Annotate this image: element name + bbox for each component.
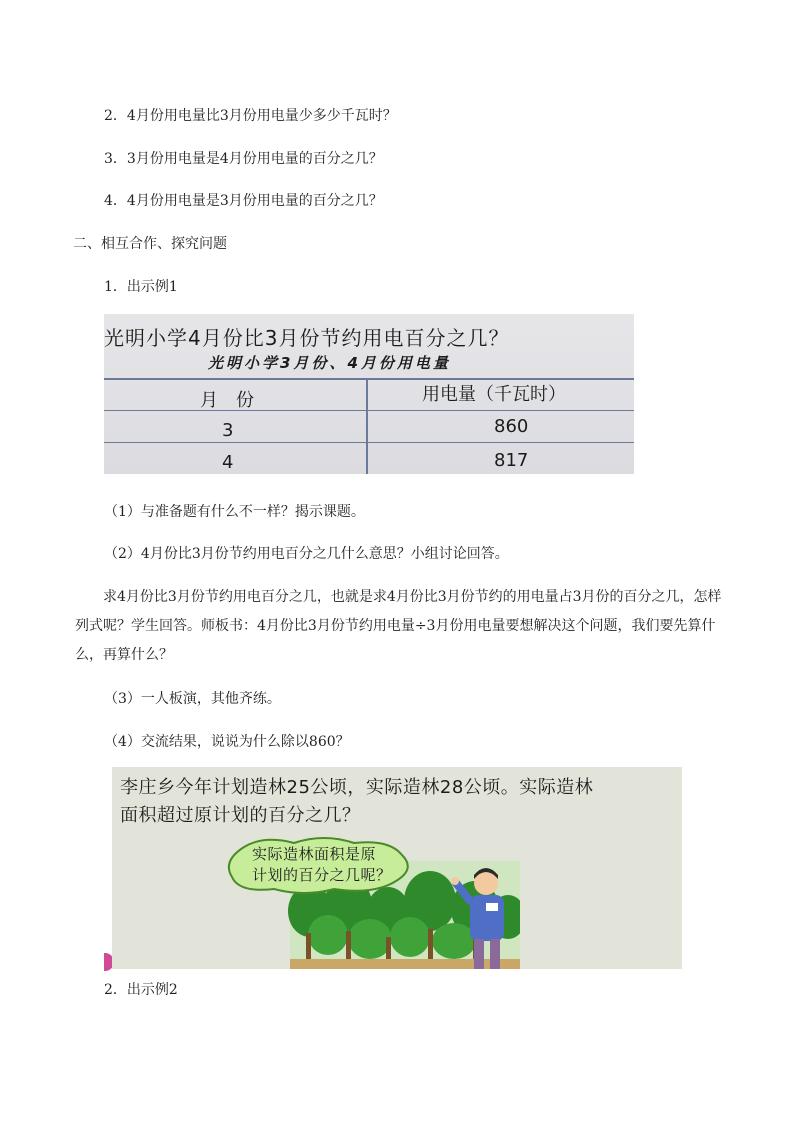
speech-bubble-line-1: 实际造林面积是原	[252, 845, 377, 863]
speech-bubble-line-2: 计划的百分之几呢？	[252, 866, 392, 884]
table-cell-month: 3	[222, 420, 234, 441]
table-cell-usage: 860	[494, 416, 529, 437]
table-header-month: 月 份	[200, 390, 254, 411]
example-2-label: 2．出示例2	[104, 982, 178, 998]
question-4: 4．4月份用电量是3月份用电量的百分之几？	[104, 193, 383, 209]
example-1-label: 1．出示例1	[104, 279, 178, 295]
explanation-paragraph: 求4月份比3月份节约用电百分之几，也就是求4月份比3月份节约的用电量占3月份的百分之几，怎样列式呢？学生回答。师板书：4月份比3月份节约用电量÷3月份用电量要想解决这个问题，我们要先算什么，再算什么？	[75, 589, 722, 663]
table-cell-usage: 817	[494, 450, 529, 471]
problem-text-line-1: 李庄乡今年计划造林25公顷，实际造林28公顷。实际造林	[120, 777, 594, 798]
step-1: （1）与准备题有什么不一样？揭示课题。	[104, 504, 365, 520]
example-1-table-photo	[104, 314, 634, 474]
question-2: 2．4月份用电量比3月份用电量少多少千瓦时？	[104, 108, 397, 124]
step-3: （3）一人板演，其他齐练。	[104, 691, 281, 707]
table-header-usage: 用电量（千瓦时）	[422, 384, 566, 405]
problem-text-line-2: 面积超过原计划的百分之几？	[120, 805, 361, 826]
question-3: 3．3月份用电量是4月份用电量的百分之几？	[104, 151, 383, 167]
table-header-rule	[104, 410, 634, 411]
step-4: （4）交流结果，说说为什么除以860？	[104, 734, 350, 750]
table-cell-month: 4	[222, 452, 234, 473]
table-photo-title: 光明小学4月份比3月份节约用电百分之几？	[104, 326, 510, 350]
table-row-rule	[104, 442, 634, 443]
table-column-divider	[366, 378, 368, 474]
section-heading: 二、相互合作、探究问题	[73, 236, 227, 252]
step-2: （2）4月份比3月份节约用电百分之几什么意思？小组讨论回答。	[104, 546, 509, 562]
example-2-illustration-photo	[112, 767, 682, 969]
table-caption: 光明小学3月份、4月份用电量	[208, 354, 451, 372]
